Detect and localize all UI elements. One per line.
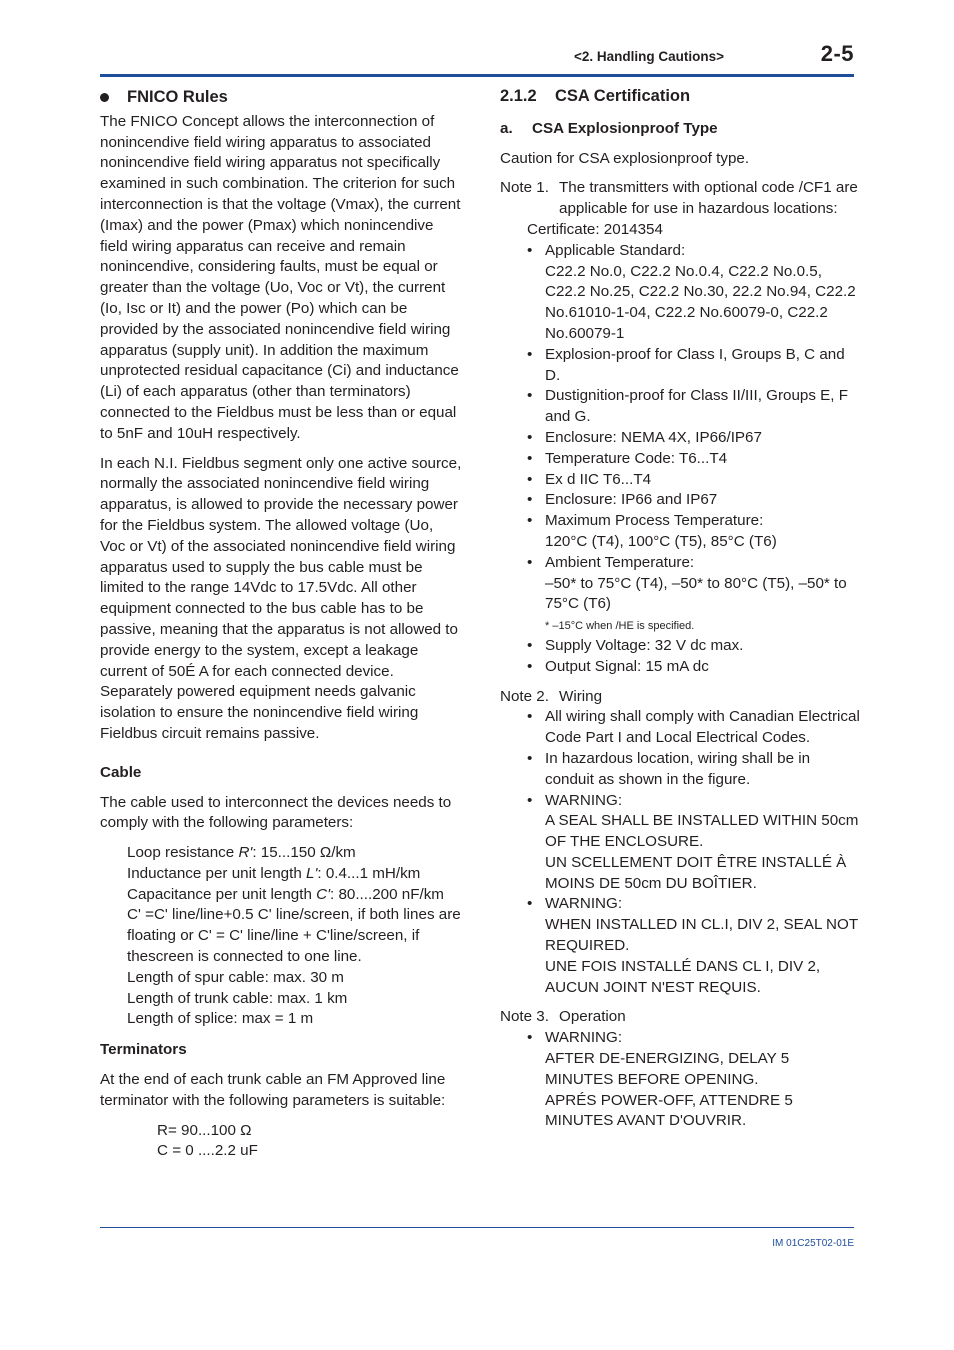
list-item-text: UN SCELLEMENT DOIT ÊTRE INSTALLÉ À MOINS DE 50cm DU BOÎTIER. <box>545 853 847 892</box>
cable-parameters <box>100 843 462 1030</box>
inductance-symbol: L' <box>306 864 318 882</box>
list-item-text: A SEAL SHALL BE INSTALLED WITHIN 50cm OF THE ENCLOSURE. <box>545 812 859 851</box>
terminator-parameters <box>100 1121 462 1163</box>
note-3 <box>500 1007 860 1028</box>
cable-heading: Cable <box>100 763 142 781</box>
note-2-list <box>500 707 860 998</box>
note-2-label: Note 2. <box>500 687 549 705</box>
capacitance-symbol: C' <box>316 885 330 903</box>
note-1-text: The transmitters with optional code /CF1 are applicable for use in hazardous locations: <box>559 179 858 218</box>
list-item <box>527 553 860 636</box>
bullet-icon: • <box>527 791 533 809</box>
list-item-text: Explosion-proof for Class I, Groups B, C and D. <box>545 345 845 384</box>
note-1-list <box>500 241 860 678</box>
cable-intro: The cable used to interconnect the devices needs to comply with the following parameters: <box>100 793 452 832</box>
trunk-length: Length of trunk cable: max. 1 km <box>127 989 348 1007</box>
list-item-text: Enclosure: IP66 and IP67 <box>545 491 718 509</box>
list-item <box>527 791 860 895</box>
note-3-list <box>500 1028 860 1132</box>
list-item-text: WARNING: <box>545 791 623 809</box>
bullet-icon: • <box>527 512 533 530</box>
header-divider <box>100 74 854 77</box>
bullet-icon: • <box>527 387 533 405</box>
bullet-icon: • <box>527 428 533 446</box>
loop-resistance-value: : 15...150 Ω/km <box>252 844 356 862</box>
capacitance-label: Capacitance per unit length <box>127 885 317 903</box>
bullet-icon: • <box>527 708 533 726</box>
certificate-number: Certificate: 2014354 <box>527 220 663 238</box>
caution-text: Caution for CSA explosionproof type. <box>500 149 750 167</box>
list-item-text: Maximum Process Temperature: <box>545 512 764 530</box>
left-column <box>100 87 462 1162</box>
bullet-icon: • <box>527 636 533 654</box>
list-item-text: AFTER DE-ENERGIZING, DELAY 5 MINUTES BEFORE OPENING. <box>545 1050 790 1088</box>
list-item <box>527 490 860 511</box>
fnico-paragraph-2: In each N.I. Fieldbus segment only one active source, normally the associated nonincendive field wiring apparatus, is allowed to provide the necessary power for the Fieldbus system. The allowed voltage (Uo, Voc or Vt) of the associated nonincendive field wiring apparatus used to supply the bus cable must be limited to the range 14Vdc to 17.5Vdc. All other equipment connected to the bus cable has to be passive, meaning that the apparatus is not allowed to provide energy to the system, except a leakage current of 50É A for each connected device. Separately powered equipment needs galvanic isolation to ensure the nonincendive field wiring Fieldbus circuit remains passive. <box>100 454 462 742</box>
list-item <box>527 657 860 678</box>
subsection-title: CSA Explosionproof Type <box>532 119 718 137</box>
footnote-text: * –15°C when /HE is specified. <box>545 620 695 633</box>
splice-length: Length of splice: max = 1 m <box>127 1010 314 1028</box>
list-item-text: WARNING: <box>545 895 623 913</box>
bullet-icon: • <box>527 1029 533 1047</box>
capacitance-value: : 80....200 nF/km <box>330 885 444 903</box>
right-column <box>500 86 860 1132</box>
bullet-icon: • <box>527 895 533 913</box>
spur-length: Length of spur cable: max. 30 m <box>127 968 344 986</box>
list-item <box>527 428 860 449</box>
loop-resistance-symbol: R' <box>238 844 253 862</box>
note-1 <box>500 178 860 220</box>
list-item <box>527 511 860 553</box>
footer-divider <box>100 1227 854 1228</box>
list-item-text: Supply Voltage: 32 V dc max. <box>545 636 744 654</box>
list-item-text: Temperature Code: T6...T4 <box>545 449 728 467</box>
inductance-value: : 0.4...1 mH/km <box>317 864 421 882</box>
document-id: IM 01C25T02-01E <box>772 1238 854 1249</box>
note-1-label: Note 1. <box>500 179 549 197</box>
list-item-text: APRÉS POWER-OFF, ATTENDRE 5 MINUTES AVANT D'OUVRIR. <box>545 1091 793 1130</box>
inductance-label: Inductance per unit length <box>127 864 307 882</box>
note-3-title: Operation <box>559 1008 626 1026</box>
list-item-text: Ambient Temperature: <box>545 553 695 571</box>
note-3-label: Note 3. <box>500 1008 549 1026</box>
list-item-text: WARNING: <box>545 1029 623 1047</box>
list-item <box>527 241 860 345</box>
running-header-section: <2. Handling Cautions> <box>574 49 725 64</box>
bullet-icon: • <box>527 345 533 363</box>
loop-resistance <box>127 843 462 864</box>
fnico-heading-text: FNICO Rules <box>127 88 228 106</box>
list-item-text: 120°C (T4), 100°C (T5), 85°C (T6) <box>545 532 777 550</box>
spacer <box>500 678 860 687</box>
terminators-heading: Terminators <box>100 1041 187 1059</box>
note-2-title: Wiring <box>559 687 603 705</box>
list-item <box>527 449 860 470</box>
terminators-intro: At the end of each trunk cable an FM Approved line terminator with the following parameters is suitable: <box>100 1071 446 1109</box>
spacer <box>500 998 860 1007</box>
list-item-text: All wiring shall comply with Canadian Electrical Code Part I and Local Electrical Codes. <box>545 708 860 747</box>
inductance <box>127 864 462 885</box>
bullet-icon: • <box>527 470 533 488</box>
terminator-resistance: R= 90...100 Ω <box>157 1121 252 1139</box>
capacitance-detail: C' =C' line/line+0.5 C' line/screen, if both lines are floating or C' = C' line/line + C'line/screen, if thescreen is connected to one line. <box>127 906 461 966</box>
list-item-text: WHEN INSTALLED IN CL.I, DIV 2, SEAL NOT REQUIRED. <box>545 916 858 955</box>
bullet-icon: • <box>527 657 533 675</box>
bullet-icon: • <box>527 553 533 571</box>
list-item <box>527 386 860 428</box>
list-item-text: Applicable Standard: <box>545 241 686 259</box>
list-item-text: UNE FOIS INSTALLÉ DANS CL I, DIV 2, AUCUN JOINT N'EST REQUIS. <box>545 957 821 996</box>
list-item <box>527 345 860 387</box>
bullet-icon: • <box>527 491 533 509</box>
note-2 <box>500 687 860 708</box>
list-item-text: –50* to 75°C (T4), –50* to 80°C (T5), –50* to 75°C (T6) <box>545 574 847 613</box>
list-item-text: In hazardous location, wiring shall be in conduit as shown in the figure. <box>545 749 811 788</box>
section-heading <box>500 86 860 107</box>
section-number: 2.1.2 <box>500 87 537 105</box>
section-title: CSA Certification <box>555 87 691 105</box>
list-item <box>527 707 860 749</box>
list-item <box>527 894 860 998</box>
bullet-dot-icon <box>100 93 109 102</box>
bullet-icon: • <box>527 241 533 259</box>
bullet-icon: • <box>527 749 533 767</box>
list-item <box>527 636 860 657</box>
terminator-capacitance: C = 0 ....2.2 uF <box>157 1142 258 1160</box>
subsection-number: a. <box>500 119 513 137</box>
loop-resistance-label: Loop resistance <box>127 844 239 862</box>
page-number: 2-5 <box>820 41 854 66</box>
capacitance <box>127 885 462 906</box>
list-item-text: Ex d IIC T6...T4 <box>545 470 652 488</box>
list-item-text: Dustignition-proof for Class II/III, Groups E, F and G. <box>545 387 849 426</box>
fnico-paragraph-1: The FNICO Concept allows the interconnection of nonincendive field wiring apparatus to associated nonincendive field wiring apparatus not specifically examined in such combination. The criterion for such interconnection is that the voltage (Vmax), the current (Imax) and the power (Pmax) which nonincendive field wiring apparatus can receive and remain nonincendive, considering faults, must be equal or greater than the voltage (Uo, Voc or Vt), the current (Io, Isc or It) and the power (Po) which can be provided by the associated nonincendive field wiring apparatus (supply unit). In addition the maximum unprotected residual capacitance (Ci) and inductance (Li) of each apparatus (other than terminators) connected to the Fieldbus must be less than or equal to 5nF and 10uH respectively. <box>100 112 461 442</box>
list-item <box>527 470 860 491</box>
list-item-text: C22.2 No.0, C22.2 No.0.4, C22.2 No.0.5, C22.2 No.25, C22.2 No.30, 22.2 No.94, C22.2 No.61010-1-04, C22.2 No.60079-0, C22.2 No.60079-1 <box>545 262 856 342</box>
subsection-heading <box>500 119 860 140</box>
list-item-text: Enclosure: NEMA 4X, IP66/IP67 <box>545 428 762 446</box>
bullet-icon: • <box>527 449 533 467</box>
list-item-text: Output Signal: 15 mA dc <box>545 657 709 675</box>
fnico-heading <box>100 87 462 108</box>
list-item <box>527 1028 860 1132</box>
list-item <box>527 749 860 791</box>
